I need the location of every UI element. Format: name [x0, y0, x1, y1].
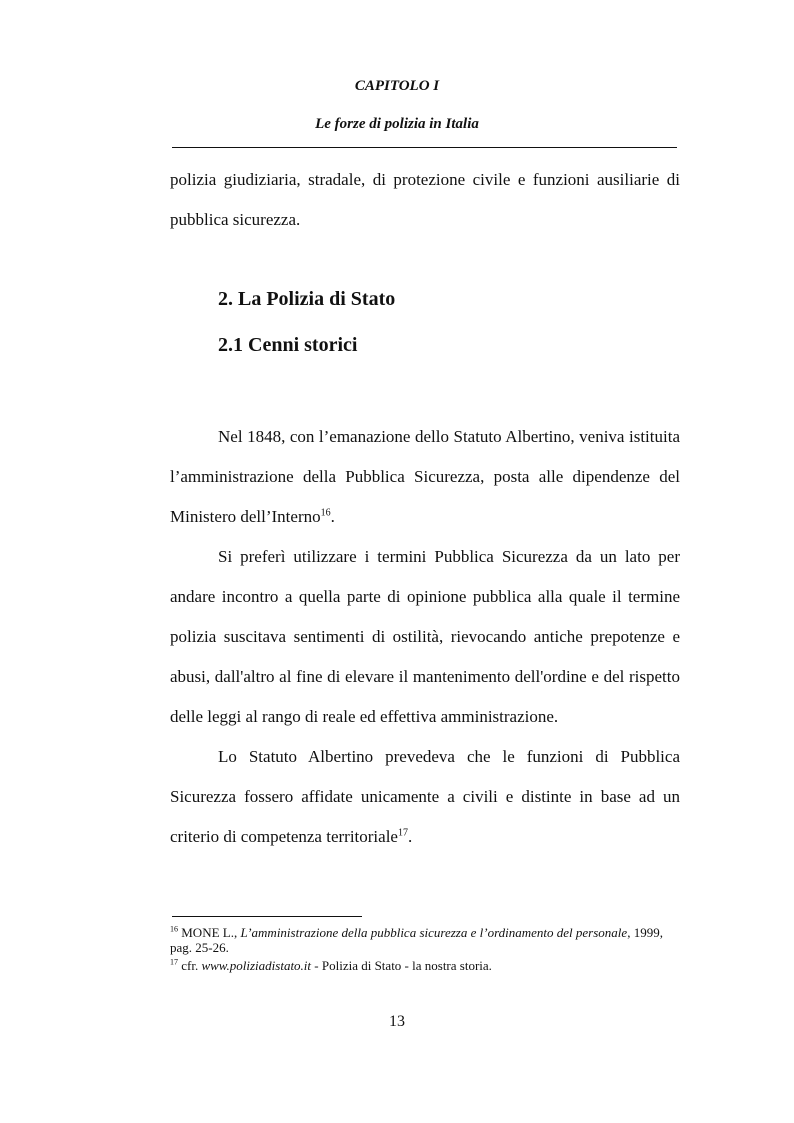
body-paragraph-2: Si preferì utilizzare i termini Pubblica Sicurezza da un lato per andare incontro a quella parte di opinione pubblica alla quale il termine polizia suscitava sentimenti di ostilità, rievocando antiche prepotenze e abusi, dall'altro al fine di elevare il mantenimento dell'ordine e del rispetto delle leggi al rango di reale ed effettiva amministrazione. [170, 547, 680, 726]
page-number: 13 [389, 1013, 405, 1030]
footnote-divider [172, 916, 362, 917]
paragraph-3-text: Lo Statuto Albertino prevedeva che le funzioni di Pubblica Sicurezza fossero affidate unicamente a civili e distinte in base ad un criterio di competenza territoriale [170, 747, 680, 846]
chapter-header: CAPITOLO I [354, 78, 440, 94]
intro-paragraph: polizia giudiziaria, stradale, di protezione civile e funzioni ausiliarie di pubblica sicurezza. [170, 170, 680, 229]
footnote-16 [170, 925, 682, 955]
subsection-heading: 2.1 Cenni storici [218, 334, 358, 356]
footnote-ref-16[interactable]: 16 [320, 507, 331, 519]
body-paragraph-1 [170, 417, 680, 537]
section-heading: 2. La Polizia di Stato [218, 288, 396, 310]
footnote-website-link[interactable]: www.poliziadistato.it [201, 958, 312, 973]
header-divider [172, 147, 677, 148]
footnote-number: 17 [170, 957, 178, 967]
footnote-prefix: cfr. [181, 958, 202, 973]
footnote-details: , 1999, pag. 25-26. [170, 925, 663, 955]
footnote-17 [170, 958, 682, 973]
chapter-title: Le forze di polizia in Italia [315, 116, 479, 132]
footnote-author: MONE L., [181, 925, 241, 940]
footnote-details: - Polizia di Stato - la nostra storia. [311, 958, 492, 973]
body-paragraph-3 [170, 737, 680, 857]
paragraph-1-end: . [330, 507, 335, 526]
footnote-ref-17[interactable]: 17 [397, 827, 408, 839]
footnote-work-title: L’amministrazione della pubblica sicurezza e l’ordinamento del personale [240, 925, 628, 940]
paragraph-3-end: . [407, 827, 413, 846]
paragraph-1-text: Nel 1848, con l’emanazione dello Statuto Albertino, veniva istituita l’amministrazione della Pubblica Sicurezza, posta alle dipendenze del Ministero dell’Interno [170, 427, 680, 526]
footnote-number: 16 [170, 924, 178, 934]
